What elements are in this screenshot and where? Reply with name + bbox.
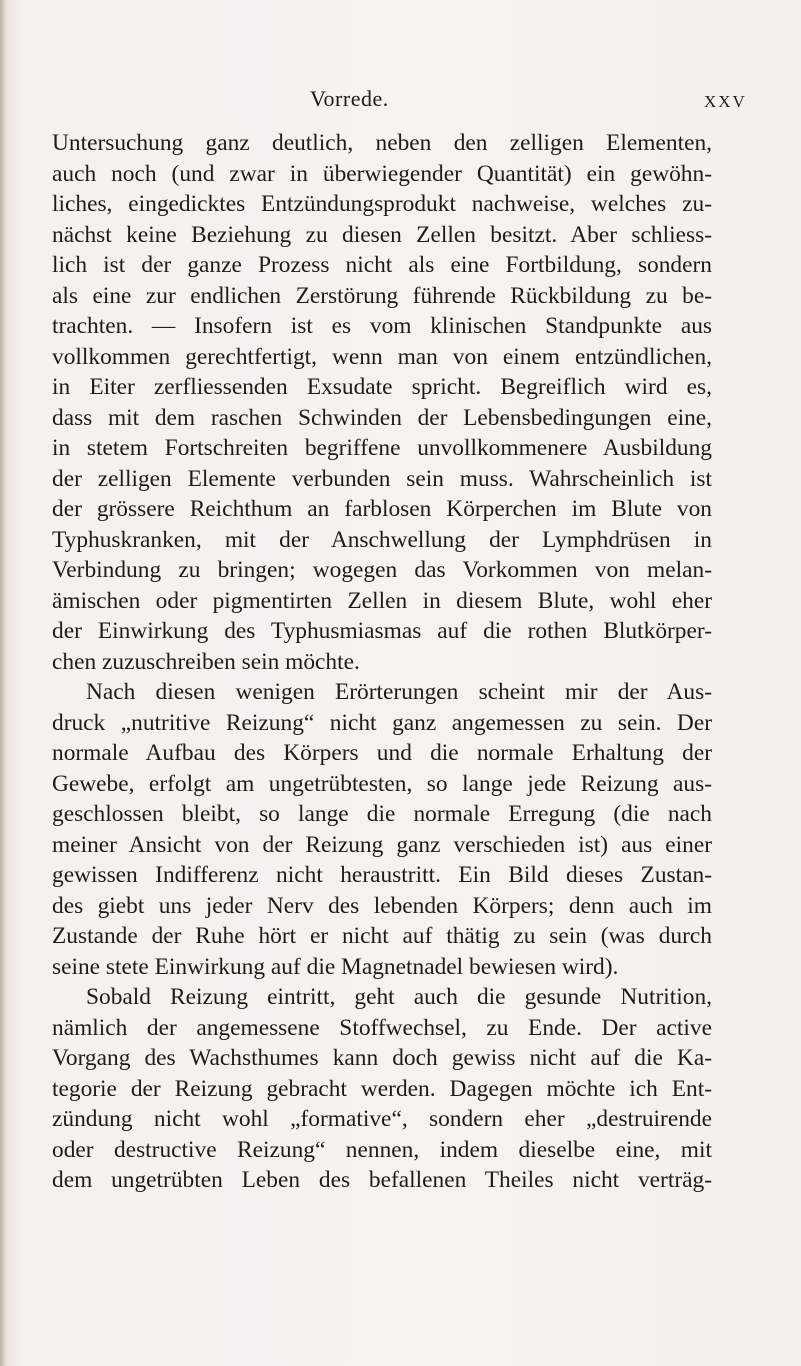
text-line: nächst keine Beziehung zu diesen Zellen besitzt. Aber schliess-: [52, 221, 712, 248]
text-line: der zelligen Elemente verbunden sein muss. Wahrscheinlich ist: [52, 465, 712, 492]
text-line: normale Aufbau des Körpers und die normale Erhaltung der: [52, 740, 712, 766]
text-line: trachten. — Insofern ist es vom klinischen Standpunkte aus: [52, 313, 712, 339]
text-line: liches, eingedicktes Entzündungsprodukt nachweise, welches zu-: [52, 191, 712, 217]
text-line: chen zuzuschreiben sein möchte.: [52, 648, 360, 675]
text-line: dass mit dem raschen Schwinden der Lebensbedingungen eine,: [52, 404, 712, 431]
text-line: seine stete Einwirkung auf die Magnetnadel bewiesen wird).: [52, 953, 619, 980]
text-line: Verbindung zu bringen; wogegen das Vorkommen von melan-: [52, 557, 712, 583]
text-line: druck „nutritive Reizung“ nicht ganz angemessen zu sein. Der: [52, 709, 712, 736]
text-line: gewissen Indifferenz nicht heraustritt. Ein Bild dieses Zustan-: [52, 862, 712, 888]
text-line: als eine zur endlichen Zerstörung führende Rückbildung zu be-: [52, 282, 712, 309]
text-line: oder destructive Reizung“ nennen, indem dieselbe eine, mit: [52, 1136, 712, 1163]
text-line: auch noch (und zwar in überwiegender Quantität) ein gewöhn-: [52, 160, 712, 187]
text-line: in Eiter zerfliessenden Exsudate spricht. Begreiflich wird es,: [52, 374, 712, 400]
paragraph-2: [52, 677, 712, 982]
text-line: der Einwirkung des Typhusmiasmas auf die rothen Blutkörper-: [52, 618, 712, 644]
text-line: der grössere Reichthum an farblosen Körperchen im Blute von: [52, 496, 712, 522]
text-line: lich ist der ganze Prozess nicht als eine Fortbildung, sondern: [52, 252, 712, 278]
text-line: Sobald Reizung eintritt, geht auch die gesunde Nutrition,: [86, 984, 712, 1010]
paragraph-1: [52, 128, 712, 677]
text-line: nämlich der angemessene Stoffwechsel, zu Ende. Der active: [52, 1014, 712, 1041]
text-line: meiner Ansicht von der Reizung ganz verschieden ist) aus einer: [52, 831, 712, 858]
text-line: Typhuskranken, mit der Anschwellung der Lymphdrüsen in: [52, 526, 712, 553]
text-line: Zustande der Ruhe hört er nicht auf thätig zu sein (was durch: [52, 923, 712, 949]
text-line: tegorie der Reizung gebracht werden. Dagegen möchte ich Ent-: [52, 1075, 712, 1102]
text-line: zündung nicht wohl „formative“, sondern eher „destruirende: [52, 1106, 712, 1132]
running-head: [0, 86, 801, 116]
text-line: Nach diesen wenigen Erörterungen scheint mir der Aus-: [86, 679, 712, 705]
text-line: ämischen oder pigmentirten Zellen in diesem Blute, wohl eher: [52, 587, 712, 614]
binding-gutter-shadow: [0, 0, 6, 1366]
text-line: vollkommen gerechtfertigt, wenn man von einem entzündlichen,: [52, 343, 712, 370]
text-line: des giebt uns jeder Nerv des lebenden Körpers; denn auch im: [52, 892, 712, 919]
text-line: dem ungetrübten Leben des befallenen Theiles nicht verträg-: [52, 1167, 712, 1193]
text-line: in stetem Fortschreiten begriffene unvollkommenere Ausbildung: [52, 435, 712, 461]
paragraph-3: [52, 982, 712, 1196]
text-line: geschlossen bleibt, so lange die normale Erregung (die nach: [52, 801, 712, 827]
text-line: Vorgang des Wachsthumes kann doch gewiss nicht auf die Ka-: [52, 1045, 712, 1071]
text-line: Untersuchung ganz deutlich, neben den zelligen Elementen,: [52, 130, 712, 156]
page-number: XXV: [704, 92, 747, 111]
body-text: [52, 128, 712, 1196]
text-line: Gewebe, erfolgt am ungetrübtesten, so lange jede Reizung aus-: [52, 770, 712, 797]
running-head-title: Vorrede.: [310, 86, 389, 111]
